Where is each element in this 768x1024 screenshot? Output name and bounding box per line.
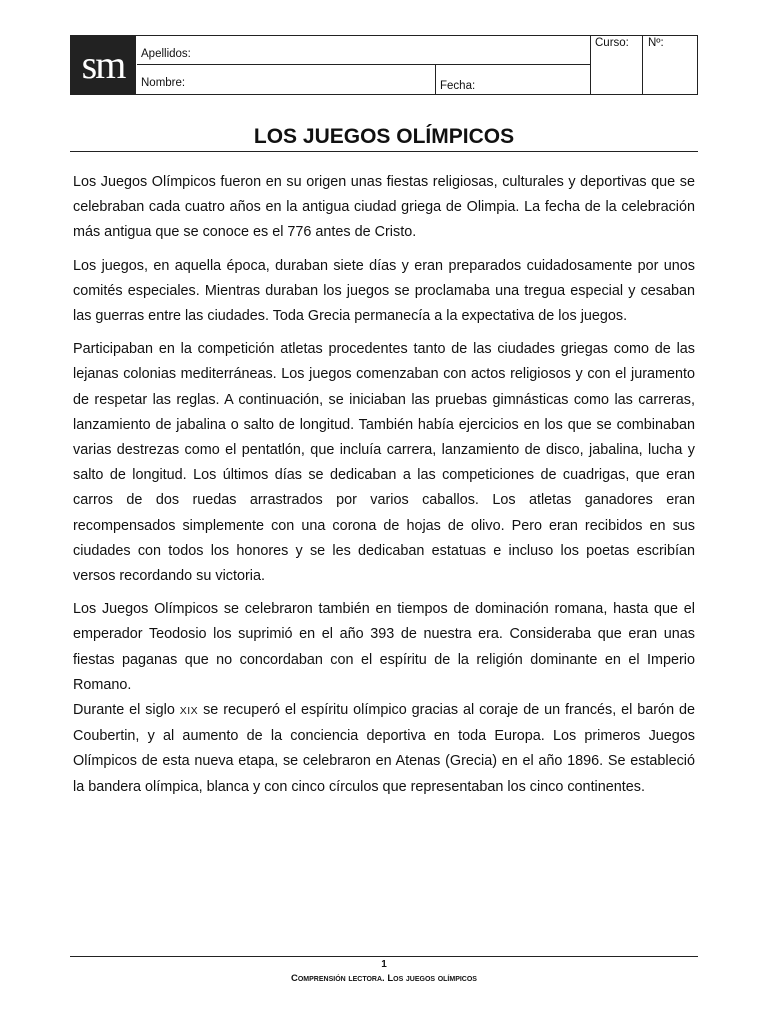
paragraph-5-rest: se recuperó el espíritu olímpico gracias al coraje de un francés, el barón de Coubertin, y al aumento de la conciencia deportiva en toda Europa. Los primeros Juegos Olímpicos de esta nueva etapa, se celebraron en Atenas (Grecia) en el año 1896. Se estableció la bandera olímpica, blanca y con cinco círculos que representaban los cinco continentes. <box>73 702 695 795</box>
paragraph-3: Participaban en la competición atletas procedentes tanto de las ciudades griegas como de las lejanas colonias mediterráneas. Los juegos comenzaban con actos religiosos y con el juramento de respetar las reglas. A continuación, se iniciaban las pruebas gimnásticas como las carreras, lanzamiento de jabalina o salto de longitud. También había ejercicios en los que se combinaban varias destrezas como el pentatlón, que incluía carrera, lanzamiento de disco, jabalina, lucha y salto de longitud. Los últimos días se dedicaban a las competiciones de cuadrigas, que eran carros de dos ruedas arrastrados por varios caballos. Los atletas ganadores eran recompensados simplemente con una corona de hojas de olivo. Pero eran recibidos en sus ciudades con todos los honores y se les dedicaban estatuas e incluso los poetas escribían versos recordando su victoria. <box>73 341 695 585</box>
curso-field[interactable] <box>591 36 643 94</box>
apellidos-label: Apellidos: <box>141 48 191 60</box>
page-title: LOS JUEGOS OLÍMPICOS <box>253 125 515 148</box>
title-divider <box>70 151 698 152</box>
fecha-label: Fecha: <box>440 80 476 92</box>
paragraph-5-start: Durante el siglo <box>73 702 180 719</box>
numero-field[interactable] <box>643 36 697 94</box>
student-info-header <box>70 35 698 95</box>
publisher-logo: sm <box>71 36 136 94</box>
curso-label: Curso: <box>595 37 629 49</box>
century-numeral: XIX <box>179 705 199 718</box>
apellidos-field[interactable] <box>137 36 591 65</box>
paragraph-4: Los Juegos Olímpicos se celebraron también en tiempos de dominación romana, hasta que el emperador Teodosio los suprimió en el año 393 de nuestra era. Consideraba que eran unas fiestas paganas que no concordaban con el espíritu de la religión dominante en el Imperio Romano. <box>73 601 695 693</box>
reading-text <box>73 170 695 808</box>
paragraph-5 <box>73 698 695 800</box>
numero-label: Nº: <box>648 37 664 49</box>
footer-divider <box>70 956 698 957</box>
nombre-field[interactable] <box>137 65 436 94</box>
fecha-field[interactable] <box>436 65 591 94</box>
footer-title: Comprensión lectora. Los juegos olímpicos <box>291 973 477 984</box>
page-number: 1 <box>381 959 387 970</box>
paragraph-2: Los juegos, en aquella época, duraban siete días y eran preparados cuidadosamente por unos comités especiales. Mientras duraban los juegos se proclamaba una tregua especial y cesaban las guerras entre las ciudades. Toda Grecia permanecía a la expectativa de los juegos. <box>73 257 695 325</box>
paragraph-1: Los Juegos Olímpicos fueron en su origen unas fiestas religiosas, culturales y deportivas que se celebraban cada cuatro años en la antigua ciudad griega de Olimpia. La fecha de la celebración más antigua que se conoce es el 776 antes de Cristo. <box>73 174 695 241</box>
nombre-label: Nombre: <box>141 77 186 89</box>
